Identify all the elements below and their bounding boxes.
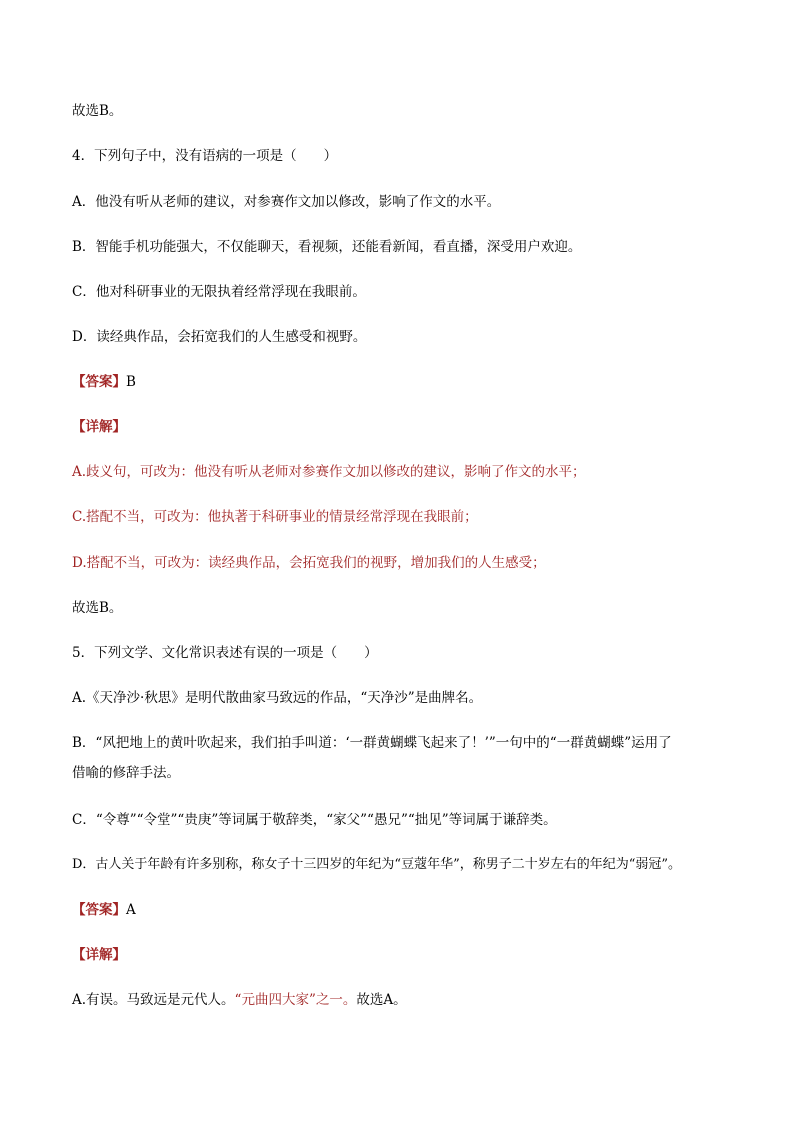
- question-4-explanation-c: C.搭配不当，可改为：他执著于科研事业的情景经常浮现在我眼前；: [72, 509, 478, 525]
- question-5-option-c: C．“令尊”“令堂”“贵庚”等词属于敬辞类，“家父”“愚兄”“拙见”等词属于谦辞类。: [72, 812, 557, 828]
- question-4-option-c: C．他对科研事业的无限执着经常浮现在我眼前。: [72, 284, 366, 300]
- question-4-stem: 4．下列句子中，没有语病的一项是（ ）: [72, 148, 338, 164]
- question-4-conclusion: 故选B。: [72, 600, 123, 616]
- question-4-explanation-label: 【详解】: [72, 419, 126, 435]
- question-4-answer: [72, 372, 752, 392]
- question-5-option-b-line2: 借喻的修辞手法。: [72, 765, 180, 781]
- question-5-option-b-line1: B．“风把地上的黄叶吹起来，我们拍手叫道：‘一群黄蝴蝶飞起来了！’”一句中的“一群黄蝴蝶”运用了: [72, 735, 672, 751]
- question-5-option-d: D．古人关于年龄有许多别称，称女子十三四岁的年纪为“豆蔻年华”，称男子二十岁左右的年纪为“弱冠”。: [72, 857, 682, 872]
- question-5-stem: 5．下列文学、文化常识表述有误的一项是（ ）: [72, 645, 378, 661]
- question-5-explanation-a: [72, 990, 752, 1010]
- question-5-answer: [72, 900, 752, 920]
- answer-value: B: [126, 374, 136, 390]
- explanation-part-2: “元曲四大家”之一。: [234, 992, 357, 1008]
- question-4-explanation-d: D.搭配不当，可改为：读经典作品，会拓宽我们的视野，增加我们的人生感受；: [72, 555, 546, 571]
- explanation-part-3: 故选A。: [356, 992, 407, 1008]
- answer-value: A: [126, 902, 136, 918]
- question-4-option-a: A．他没有听从老师的建议，对参赛作文加以修改，影响了作文的水平。: [72, 194, 501, 210]
- explanation-part-1: A.有误。马致远是元代人。: [72, 992, 235, 1008]
- question-4-option-d: D．读经典作品，会拓宽我们的人生感受和视野。: [72, 329, 367, 345]
- question-5-option-a: A.《天净沙·秋思》是明代散曲家马致远的作品，“天净沙”是曲牌名。: [72, 690, 483, 706]
- question-4-explanation-a: A.歧义句，可改为：他没有听从老师对参赛作文加以修改的建议，影响了作文的水平；: [72, 464, 586, 480]
- answer-conclusion: 故选B。: [72, 103, 123, 119]
- question-4-option-b: B．智能手机功能强大，不仅能聊天，看视频，还能看新闻，看直播，深受用户欢迎。: [72, 239, 582, 255]
- answer-label: 【答案】: [72, 374, 126, 390]
- question-5-explanation-label: 【详解】: [72, 947, 126, 963]
- answer-label: 【答案】: [72, 902, 126, 918]
